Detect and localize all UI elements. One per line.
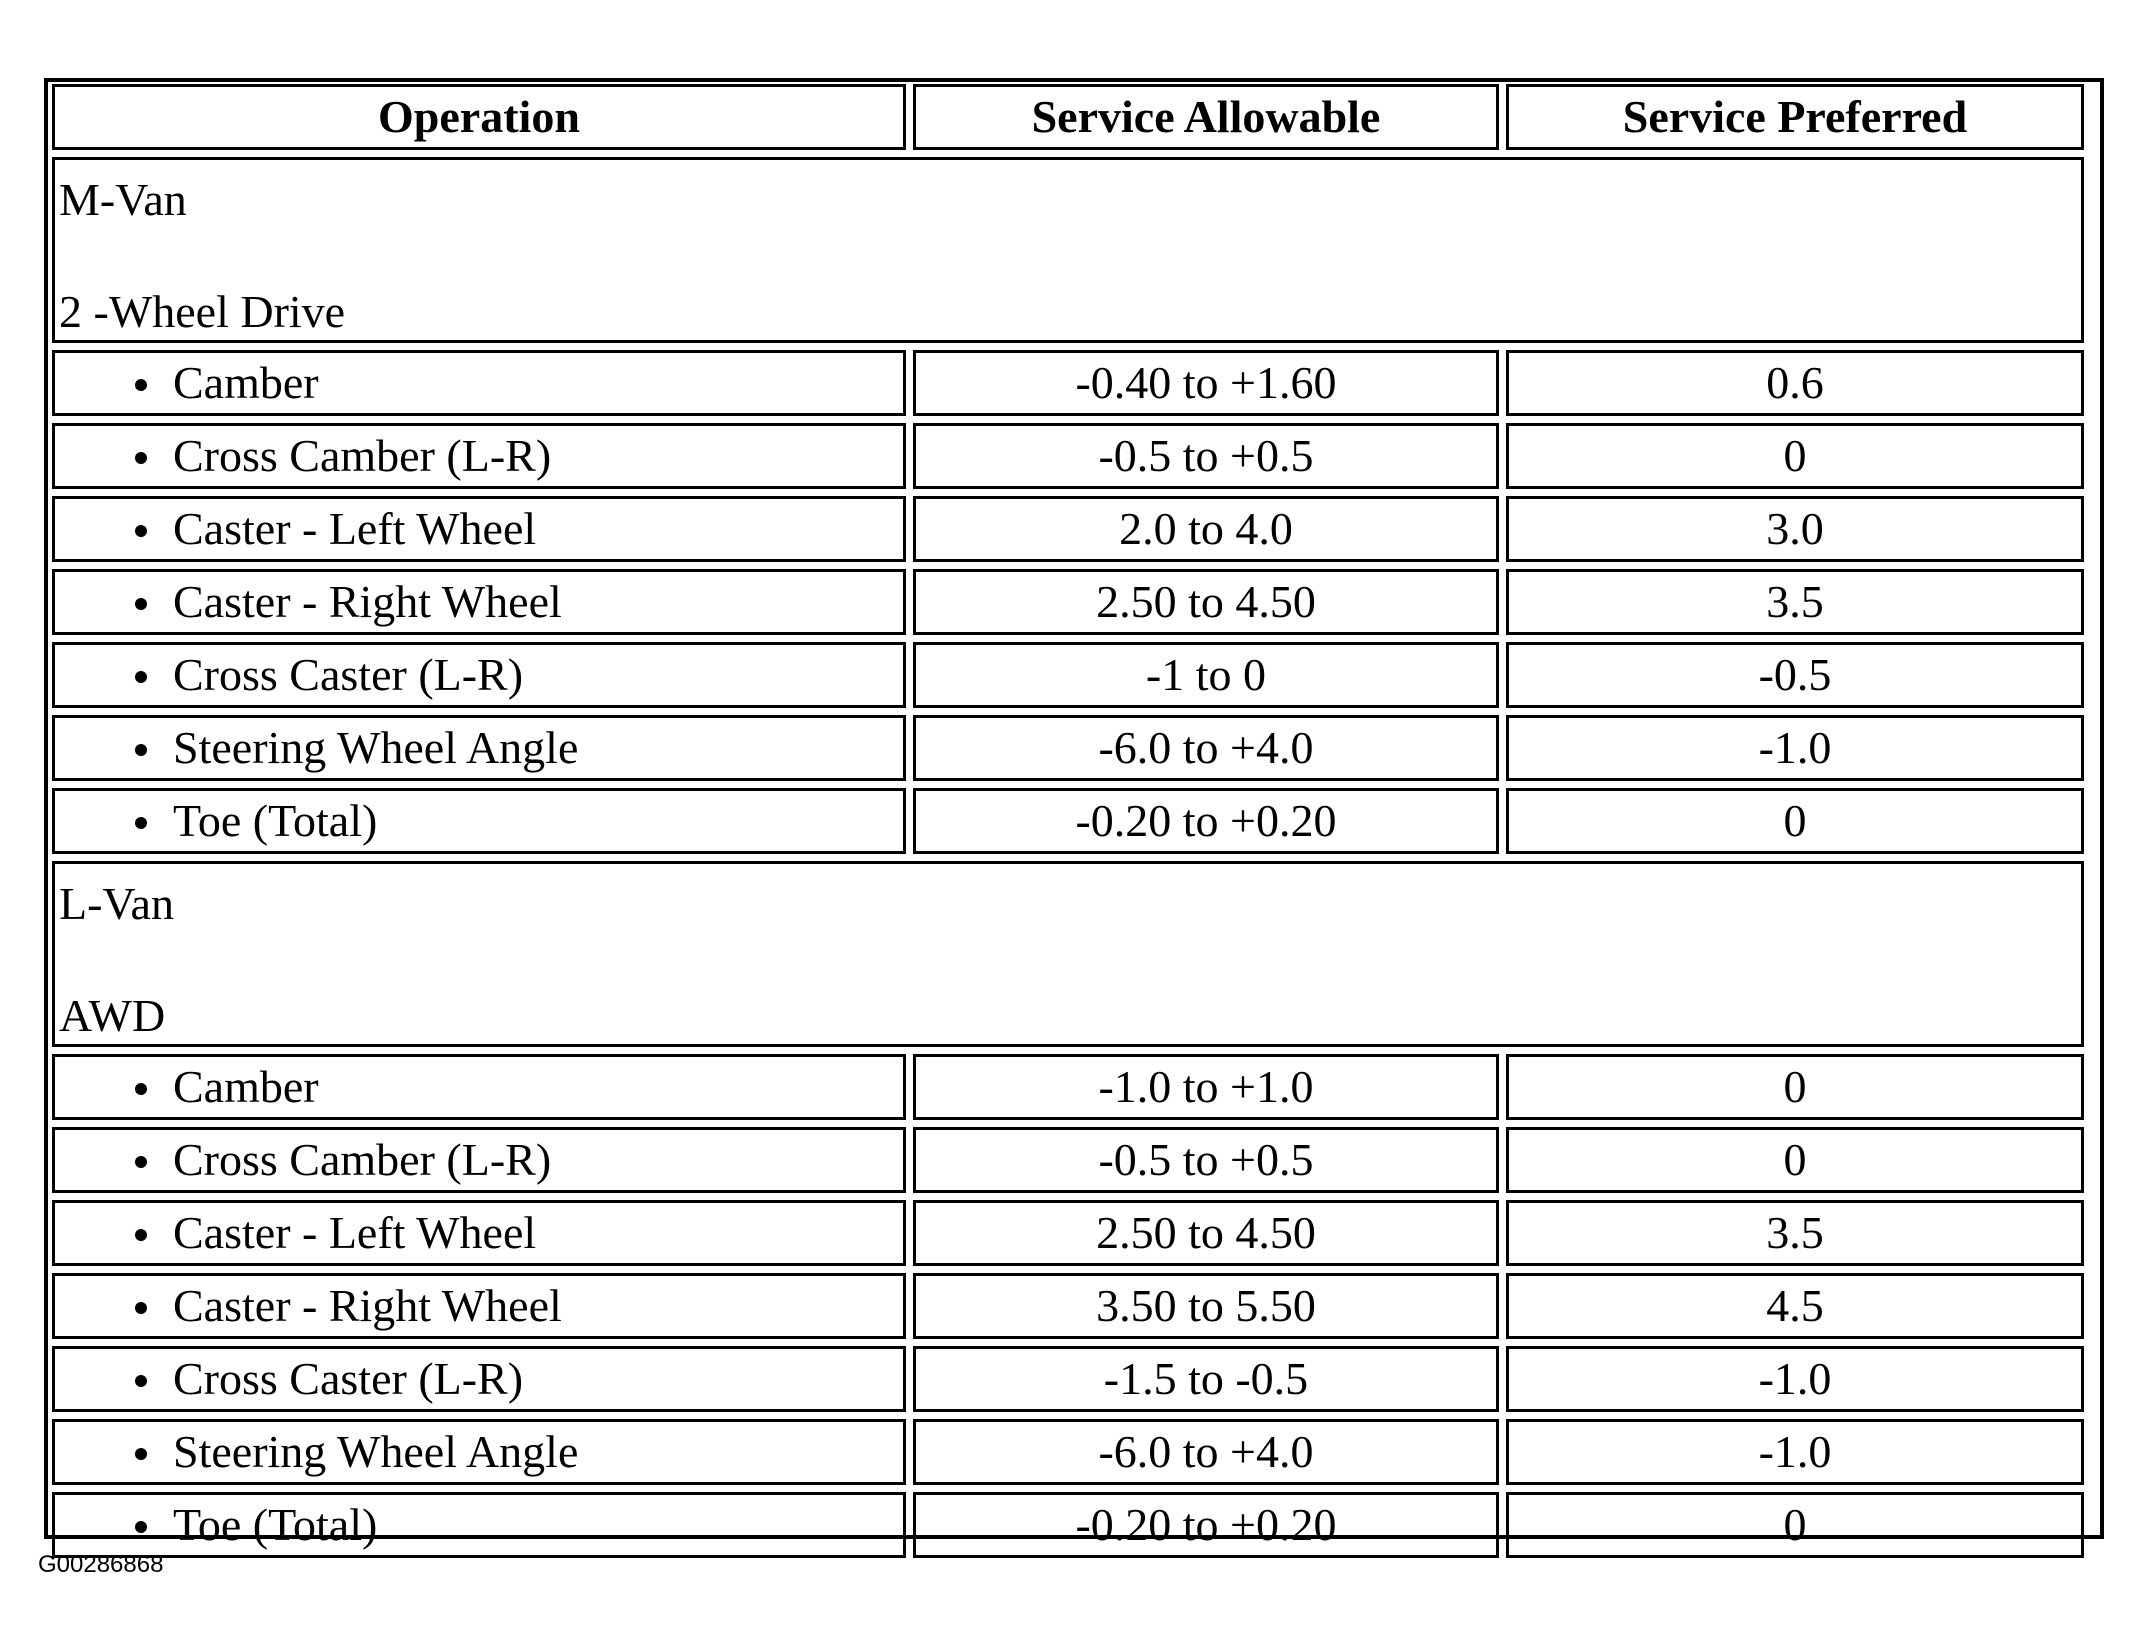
- service-preferred-cell: 0: [1506, 1492, 2084, 1558]
- service-allowable-cell: 2.0 to 4.0: [913, 496, 1499, 562]
- section-header-cell: [52, 861, 2084, 1047]
- service-preferred-cell: 3.5: [1506, 1200, 2084, 1266]
- operation-label: Steering Wheel Angle: [173, 722, 579, 773]
- table-body: [52, 157, 2084, 1558]
- operation-label: Caster - Left Wheel: [173, 1207, 537, 1258]
- operation-label: Cross Caster (L-R): [173, 1353, 524, 1404]
- service-preferred-cell: -0.5: [1506, 642, 2084, 708]
- bullet-icon: [135, 1375, 147, 1387]
- service-allowable-cell: -1 to 0: [913, 642, 1499, 708]
- table-row: [52, 715, 2084, 781]
- operation-cell: [52, 423, 906, 489]
- operation-cell: [52, 1419, 906, 1485]
- operation-cell: [52, 496, 906, 562]
- service-preferred-cell: -1.0: [1506, 715, 2084, 781]
- service-allowable-cell: -6.0 to +4.0: [913, 715, 1499, 781]
- section-vehicle: L-Van: [59, 878, 174, 929]
- service-allowable-cell: 3.50 to 5.50: [913, 1273, 1499, 1339]
- bullet-icon: [135, 379, 147, 391]
- service-allowable-cell: -1.5 to -0.5: [913, 1346, 1499, 1412]
- operation-label: Cross Caster (L-R): [173, 649, 524, 700]
- section-header-cell: [52, 157, 2084, 343]
- table-row: [52, 1419, 2084, 1485]
- bullet-icon: [135, 1156, 147, 1168]
- service-allowable-cell: -6.0 to +4.0: [913, 1419, 1499, 1485]
- table-row: [52, 1127, 2084, 1193]
- section-spacer: [59, 932, 2081, 988]
- service-preferred-cell: 0: [1506, 788, 2084, 854]
- operation-label: Camber: [173, 357, 319, 408]
- operation-cell: [52, 715, 906, 781]
- table-row: [52, 1346, 2084, 1412]
- service-preferred-cell: -1.0: [1506, 1346, 2084, 1412]
- service-preferred-cell: 0.6: [1506, 350, 2084, 416]
- operation-cell: [52, 1200, 906, 1266]
- table-row: [52, 788, 2084, 854]
- section-drive: AWD: [59, 990, 166, 1041]
- service-allowable-cell: -1.0 to +1.0: [913, 1054, 1499, 1120]
- operation-label: Caster - Left Wheel: [173, 503, 537, 554]
- section-row: [52, 861, 2084, 1047]
- operation-cell: [52, 1492, 906, 1558]
- operation-cell: [52, 1346, 906, 1412]
- service-preferred-cell: 3.5: [1506, 569, 2084, 635]
- table-row: [52, 569, 2084, 635]
- service-preferred-cell: 0: [1506, 1127, 2084, 1193]
- header-service-preferred: Service Preferred: [1506, 84, 2084, 150]
- bullet-icon: [135, 1229, 147, 1241]
- table-row: [52, 423, 2084, 489]
- service-preferred-cell: 3.0: [1506, 496, 2084, 562]
- figure-id: G00286868: [38, 1551, 164, 1578]
- operation-cell: [52, 1273, 906, 1339]
- service-allowable-cell: -0.40 to +1.60: [913, 350, 1499, 416]
- section-drive: 2 -Wheel Drive: [59, 286, 346, 337]
- bullet-icon: [135, 525, 147, 537]
- operation-label: Cross Camber (L-R): [173, 1134, 552, 1185]
- operation-label: Camber: [173, 1061, 319, 1112]
- service-allowable-cell: 2.50 to 4.50: [913, 1200, 1499, 1266]
- operation-label: Toe (Total): [173, 795, 378, 846]
- table-row: [52, 350, 2084, 416]
- header-operation: Operation: [52, 84, 906, 150]
- service-preferred-cell: 4.5: [1506, 1273, 2084, 1339]
- table-row: [52, 1492, 2084, 1558]
- section-vehicle: M-Van: [59, 174, 187, 225]
- table-row: [52, 496, 2084, 562]
- operation-label: Caster - Right Wheel: [173, 1280, 562, 1331]
- operation-cell: [52, 350, 906, 416]
- bullet-icon: [135, 1521, 147, 1533]
- table-row: [52, 1054, 2084, 1120]
- service-allowable-cell: -0.20 to +0.20: [913, 1492, 1499, 1558]
- operation-cell: [52, 1054, 906, 1120]
- alignment-spec-table: [45, 77, 2091, 1565]
- operation-cell: [52, 642, 906, 708]
- service-allowable-cell: -0.5 to +0.5: [913, 423, 1499, 489]
- section-spacer: [59, 228, 2081, 284]
- bullet-icon: [135, 671, 147, 683]
- bullet-icon: [135, 817, 147, 829]
- operation-cell: [52, 569, 906, 635]
- bullet-icon: [135, 1448, 147, 1460]
- service-allowable-cell: -0.5 to +0.5: [913, 1127, 1499, 1193]
- bullet-icon: [135, 1302, 147, 1314]
- operation-label: Steering Wheel Angle: [173, 1426, 579, 1477]
- service-preferred-cell: 0: [1506, 423, 2084, 489]
- header-row: [52, 84, 2084, 150]
- bullet-icon: [135, 452, 147, 464]
- table-row: [52, 642, 2084, 708]
- operation-label: Toe (Total): [173, 1499, 378, 1550]
- table-row: [52, 1200, 2084, 1266]
- bullet-icon: [135, 598, 147, 610]
- operation-label: Cross Camber (L-R): [173, 430, 552, 481]
- section-row: [52, 157, 2084, 343]
- header-service-allowable: Service Allowable: [913, 84, 1499, 150]
- service-allowable-cell: 2.50 to 4.50: [913, 569, 1499, 635]
- bullet-icon: [135, 744, 147, 756]
- operation-cell: [52, 1127, 906, 1193]
- table-row: [52, 1273, 2084, 1339]
- operation-label: Caster - Right Wheel: [173, 576, 562, 627]
- service-preferred-cell: -1.0: [1506, 1419, 2084, 1485]
- service-preferred-cell: 0: [1506, 1054, 2084, 1120]
- operation-cell: [52, 788, 906, 854]
- bullet-icon: [135, 1083, 147, 1095]
- service-allowable-cell: -0.20 to +0.20: [913, 788, 1499, 854]
